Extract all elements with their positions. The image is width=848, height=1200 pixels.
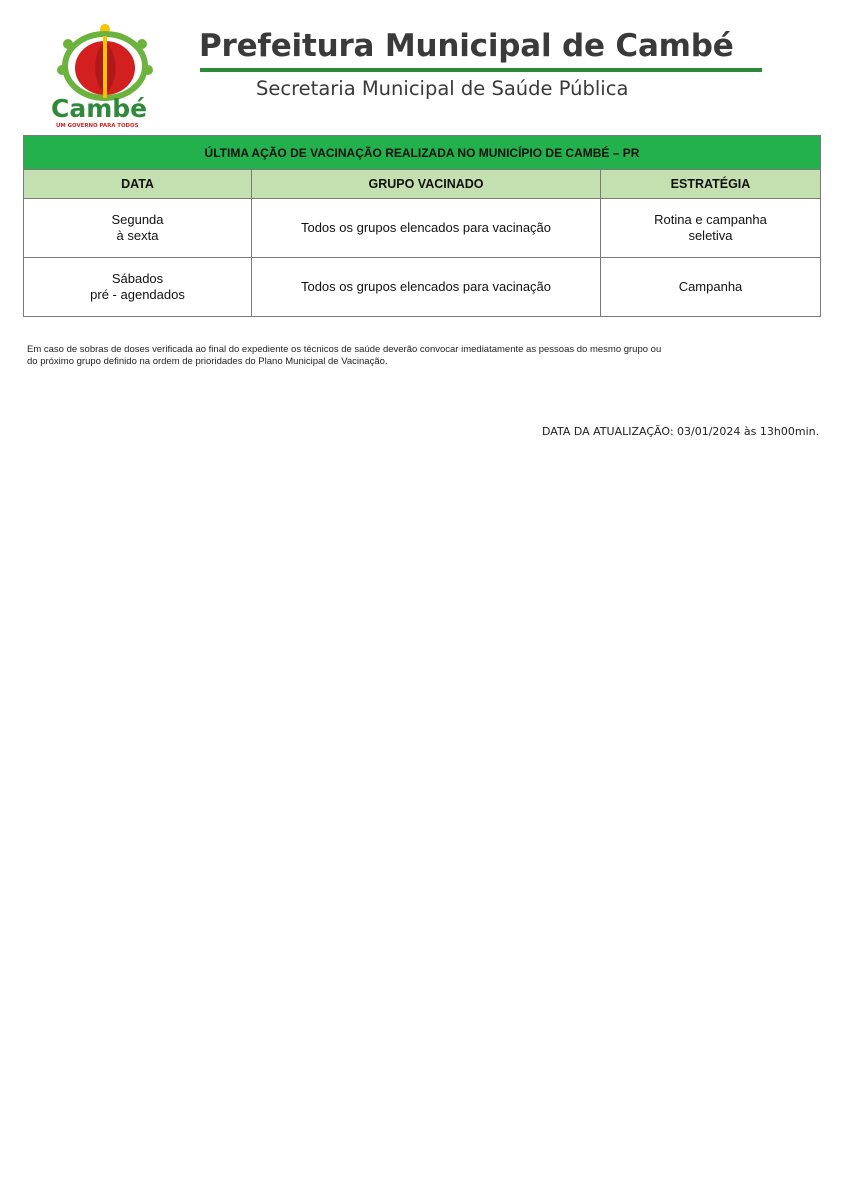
cell-estrategia-line: Campanha [678, 279, 743, 294]
note-line: do próximo grupo definido na ordem de prioridades do Plano Municipal de Vacinação. [27, 356, 388, 367]
cell-data [24, 258, 252, 317]
leftover-doses-note [27, 344, 767, 368]
header-divider [200, 68, 762, 72]
table-caption: ÚLTIMA AÇÃO DE VACINAÇÃO REALIZADA NO MUNICÍPIO DE CAMBÉ – PR [24, 136, 821, 170]
last-updated-text: DATA DA ATUALIZAÇÃO: 03/01/2024 às 13h00min. [542, 425, 820, 438]
note-line: Em caso de sobras de doses verificada ao final do expediente os técnicos de saúde deverão convocar imediatamente as pessoas do mesmo grupo ou [27, 344, 662, 355]
vaccination-table [23, 135, 821, 317]
page-title: Prefeitura Municipal de Cambé [199, 28, 734, 64]
cell-data-line: Sábados [111, 271, 164, 286]
logo-seed-stripe [103, 36, 107, 98]
logo-tagline: UM GOVERNO PARA TODOS [56, 123, 139, 129]
cell-data-line: à sexta [116, 228, 159, 243]
cell-data [24, 199, 252, 258]
cell-grupo: Todos os grupos elencados para vacinação [252, 199, 601, 258]
cell-estrategia-line: Rotina e campanha [654, 212, 767, 227]
cambe-logo [48, 20, 172, 130]
cell-estrategia [601, 199, 821, 258]
cell-data-line: Segunda [111, 212, 164, 227]
cambe-logo-emblem [48, 20, 172, 130]
cell-estrategia [601, 258, 821, 317]
column-header-grupo: GRUPO VACINADO [252, 170, 601, 199]
table-caption-row [24, 136, 821, 170]
table-row [24, 199, 821, 258]
logo-wordmark: Cambé [51, 94, 148, 123]
page-subtitle: Secretaria Municipal de Saúde Pública [256, 77, 629, 100]
cell-estrategia-line: seletiva [688, 228, 733, 243]
cell-grupo: Todos os grupos elencados para vacinação [252, 258, 601, 317]
cell-data-line: pré - agendados [90, 287, 185, 302]
table-header-row [24, 170, 821, 199]
table-row [24, 258, 821, 317]
column-header-data: DATA [24, 170, 252, 199]
column-header-estrategia: ESTRATÉGIA [601, 170, 821, 199]
